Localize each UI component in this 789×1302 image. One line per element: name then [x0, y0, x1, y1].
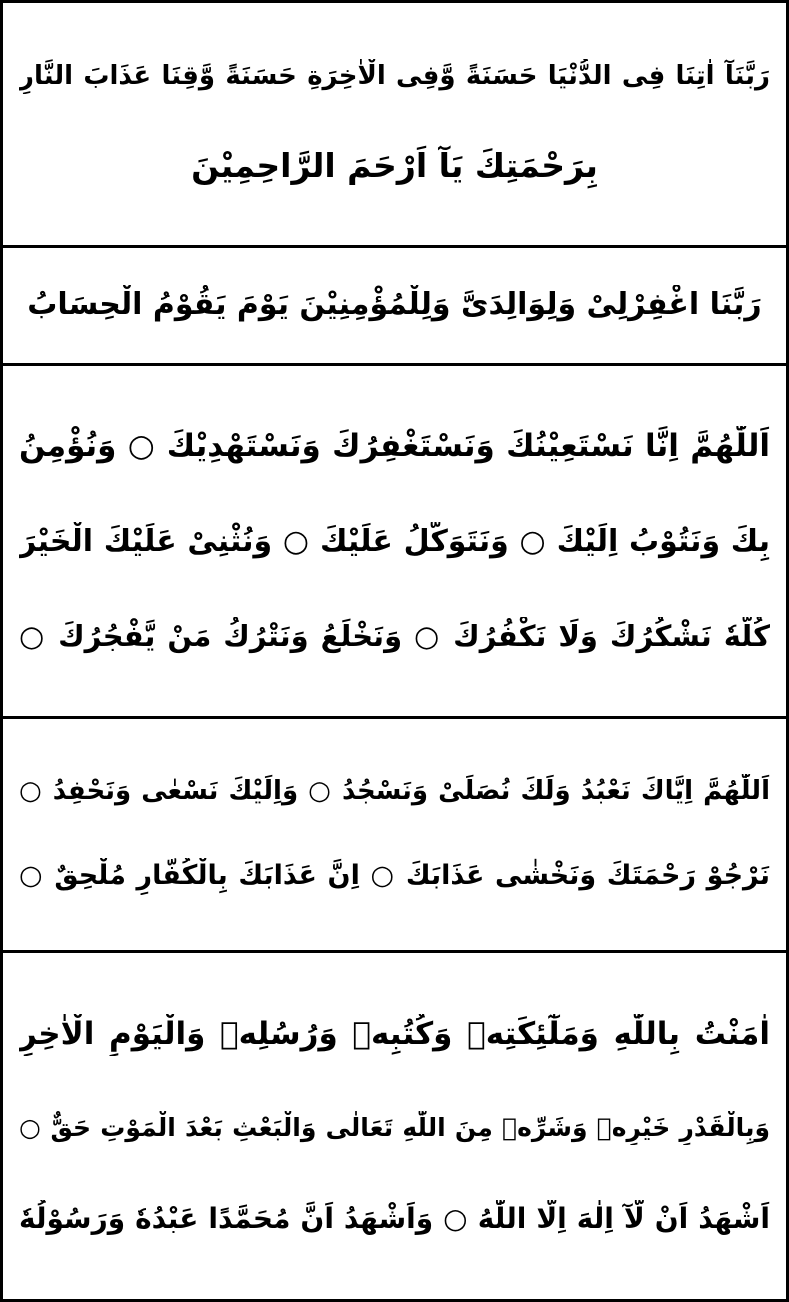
section-1-rabbana-atina	[3, 3, 786, 248]
text-line: نَرْجُوْ رَحْمَتَكَ وَنَخْشٰی عَذَابَكَ ○ اِنَّ عَذَابَكَ بِالْكُفَّارِ مُلْحِقٌ ○	[19, 860, 770, 892]
text-line: اٰمَنْتُ بِاللّٰهِ وَمَلٰٓئِكَتِهٖ وَكُتُبِهٖ وَرُسُلِهٖ وَالْیَوْمِ الْاٰخِرِ	[19, 1016, 770, 1053]
text-line: رَبَّنَآ اٰتِنَا فِی الدُّنْیَا حَسَنَةً وَّفِی الْاٰخِرَةِ حَسَنَةً وَّقِنَا عَذَابَ النَّارِ	[19, 61, 770, 92]
section-3-dua-qunoot-part1	[3, 366, 786, 719]
text-line: بِرَحْمَتِكَ یَآ اَرْحَمَ الرَّاحِمِیْنَ	[191, 146, 598, 186]
section-5-iman-mufassal-shahada	[3, 953, 786, 1299]
text-line: وَبِالْقَدْرِ خَیْرِهٖ وَشَرِّهٖ مِنَ اللّٰهِ تَعَالٰی وَالْبَعْثِ بَعْدَ الْمَوْتِ حَقٌّ ○	[19, 1113, 770, 1143]
text-line: بِكَ وَنَتُوْبُ اِلَیْكَ ○ وَنَتَوَكَّلُ عَلَیْكَ ○ وَنُثْنِیْ عَلَیْكَ الْخَیْرَ	[19, 524, 770, 560]
section-2-rabbana-ighfirli	[3, 248, 786, 366]
text-line: اَللّٰهُمَّ اِیَّاكَ نَعْبُدُ وَلَكَ نُصَلِّیْ وَنَسْجُدُ ○ وَاِلَیْكَ نَسْعٰی وَنَحْفِدُ ○	[19, 776, 770, 807]
text-line: اَشْهَدُ اَنْ لَّآ اِلٰهَ اِلَّا اللّٰهُ ○ وَاَشْهَدُ اَنَّ مُحَمَّدًا عَبْدُهٗ وَرَسُوْلُهٗ	[19, 1202, 770, 1236]
text-line: اَللّٰهُمَّ اِنَّا نَسْتَعِیْنُكَ وَنَسْتَغْفِرُكَ وَنَسْتَهْدِیْكَ ○ وَنُؤْمِنُ	[19, 428, 770, 465]
section-4-dua-qunoot-part2	[3, 719, 786, 953]
text-line: رَبَّنَا اغْفِرْلِیْ وَلِوَالِدَیَّ وَلِلْمُؤْمِنِیْنَ یَوْمَ یَقُوْمُ الْحِسَابُ	[27, 287, 762, 323]
text-line: كُلَّهٗ نَشْكُرُكَ وَلَا نَكْفُرُكَ ○ وَنَخْلَعُ وَنَتْرُكُ مَنْ یَّفْجُرُكَ ○	[19, 618, 770, 653]
